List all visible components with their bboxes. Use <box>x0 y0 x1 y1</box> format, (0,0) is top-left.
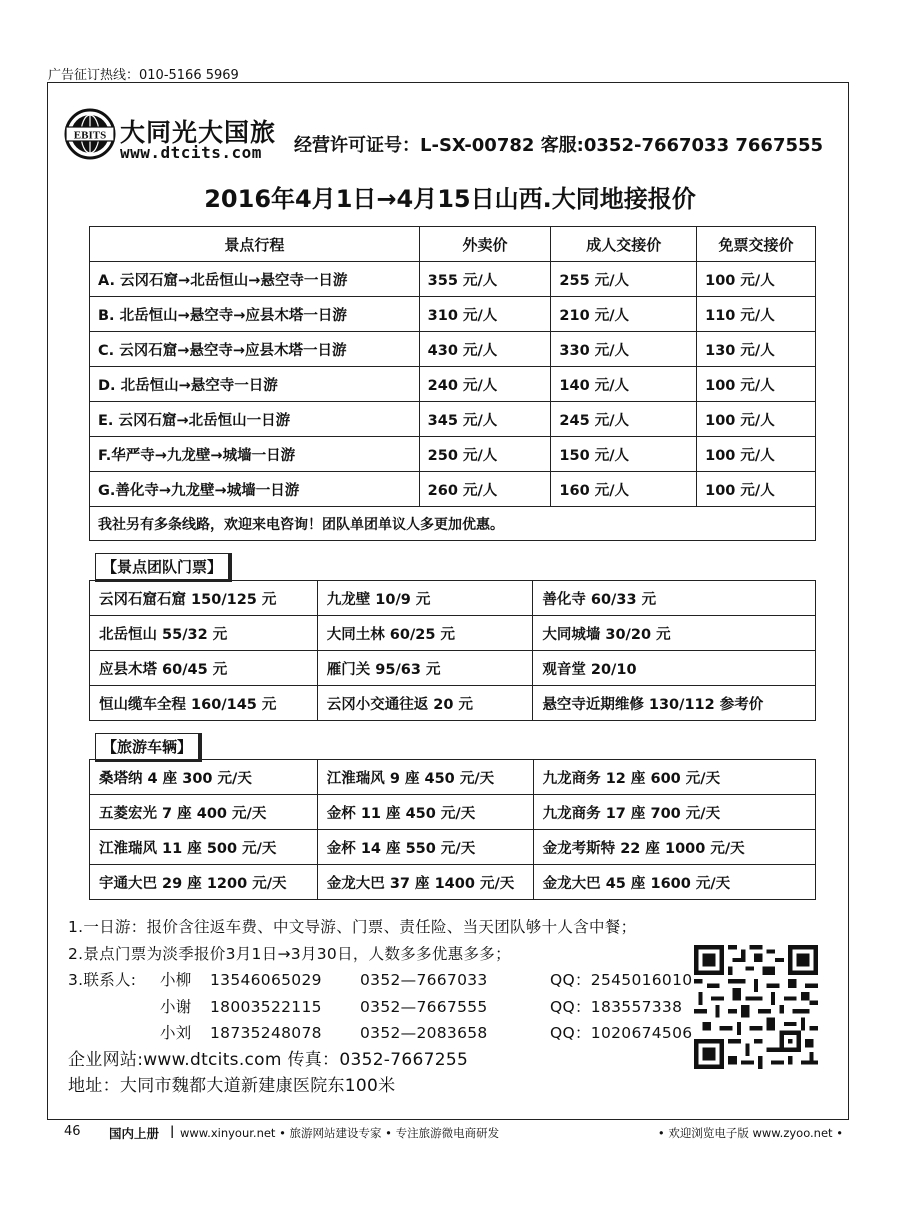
table-row <box>90 651 816 686</box>
free-cell: 100 元/人 <box>697 472 816 507</box>
contact-phone[interactable]: 0352—7667555 <box>360 997 488 1016</box>
adult-cell: 210 元/人 <box>551 297 697 332</box>
note-line-2: 2.景点门票为淡季报价3月1日→3月30日，人数多多优惠多多； <box>68 944 511 963</box>
retail-cell: 345 元/人 <box>419 402 551 437</box>
section-label-tickets: 【景点团队门票】 <box>95 553 232 582</box>
ticket-cell: 云冈小交通往返 20 元 <box>317 686 533 721</box>
table-row <box>90 332 816 367</box>
ticket-cell: 北岳恒山 55/32 元 <box>90 616 318 651</box>
contact-name: 小谢 <box>160 997 192 1016</box>
footer-right-text[interactable]: • 欢迎浏览电子版 www.zyoo.net • <box>657 1126 843 1140</box>
section-label-vehicles: 【旅游车辆】 <box>95 733 202 762</box>
free-cell: 130 元/人 <box>697 332 816 367</box>
contact-mobile[interactable]: 13546065029 <box>210 971 322 989</box>
table-row <box>90 402 816 437</box>
brand-url[interactable]: www.dtcits.com <box>120 143 262 162</box>
free-cell: 100 元/人 <box>697 402 816 437</box>
contact-mobile[interactable]: 18735248078 <box>210 1024 322 1042</box>
ticket-cell: 善化寺 60/33 元 <box>533 581 816 616</box>
address: 地址：大同市魏都大道新建康医院东100米 <box>68 1076 396 1096</box>
adult-cell: 255 元/人 <box>551 262 697 297</box>
vehicle-cell: 金龙大巴 37 座 1400 元/天 <box>317 865 533 900</box>
vehicle-price-table <box>89 759 816 900</box>
table-row <box>90 581 816 616</box>
contact-row <box>68 1020 692 1047</box>
ticket-price-table <box>89 580 816 721</box>
logo-text: EBITS <box>73 129 107 142</box>
route-cell: E. 云冈石窟→北岳恒山一日游 <box>90 402 420 437</box>
notes-section <box>68 914 692 1100</box>
website-fax[interactable]: 企业网站:www.dtcits.com 传真：0352-7667255 <box>68 1049 469 1070</box>
table-note: 我社另有多条线路，欢迎来电咨询！团队单团单议人多更加优惠。 <box>90 507 816 541</box>
table-row <box>90 795 816 830</box>
vehicle-cell: 宇通大巴 29 座 1200 元/天 <box>90 865 318 900</box>
contact-qq: QQ：2545016010 <box>550 971 693 989</box>
vehicle-cell: 金龙大巴 45 座 1600 元/天 <box>533 865 815 900</box>
route-cell: A. 云冈石窟→北岳恒山→悬空寺一日游 <box>90 262 420 297</box>
ticket-cell: 大同土林 60/25 元 <box>317 616 533 651</box>
retail-cell: 250 元/人 <box>419 437 551 472</box>
table-row <box>90 686 816 721</box>
adult-cell: 245 元/人 <box>551 402 697 437</box>
contact-row <box>68 994 692 1021</box>
book-section: 国内上册 <box>109 1126 160 1141</box>
header-adult: 成人交接价 <box>551 227 697 262</box>
contact-phone[interactable]: 0352—7667033 <box>360 971 488 989</box>
route-cell: F.华严寺→九龙壁→城墙一日游 <box>90 437 420 472</box>
ticket-cell: 大同城墙 30/20 元 <box>533 616 816 651</box>
retail-cell: 355 元/人 <box>419 262 551 297</box>
page-title: 2016年4月1日→4月15日山西.大同地接报价 <box>204 185 696 213</box>
contact-phone[interactable]: 0352—2083658 <box>360 1024 488 1042</box>
note-line-1: 1.一日游：报价含往返车费、中文导游、门票、责任险、当天团队够十人含中餐； <box>68 918 637 936</box>
vehicle-cell: 九龙商务 12 座 600 元/天 <box>533 760 815 795</box>
license-and-service: 经营许可证号：L-SX-00782 客服:0352-7667033 7667555 <box>294 135 824 156</box>
retail-cell: 430 元/人 <box>419 332 551 367</box>
table-row <box>90 367 816 402</box>
table-row <box>90 830 816 865</box>
table-header-row <box>90 227 816 262</box>
table-note-row <box>90 507 816 541</box>
contact-qq: QQ：1020674506 <box>550 1024 693 1042</box>
adult-cell: 160 元/人 <box>551 472 697 507</box>
ticket-cell: 观音堂 20/10 <box>533 651 816 686</box>
table-row <box>90 616 816 651</box>
tour-price-table <box>89 226 816 541</box>
header-free: 免票交接价 <box>697 227 816 262</box>
contact-label: 3.联系人: <box>68 971 137 989</box>
contact-mobile[interactable]: 18003522115 <box>210 997 322 1016</box>
table-row <box>90 760 816 795</box>
free-cell: 100 元/人 <box>697 367 816 402</box>
page-number: 46 <box>64 1124 81 1139</box>
page-footer <box>47 1124 849 1144</box>
vehicle-cell: 江淮瑞风 11 座 500 元/天 <box>90 830 318 865</box>
header-retail: 外卖价 <box>419 227 551 262</box>
contact-name: 小柳 <box>160 971 192 989</box>
adult-cell: 330 元/人 <box>551 332 697 367</box>
vehicle-cell: 金杯 11 座 450 元/天 <box>317 795 533 830</box>
ticket-cell: 云冈石窟石窟 150/125 元 <box>90 581 318 616</box>
ticket-cell: 九龙壁 10/9 元 <box>317 581 533 616</box>
free-cell: 100 元/人 <box>697 262 816 297</box>
ticket-cell: 恒山缆车全程 160/145 元 <box>90 686 318 721</box>
contact-qq: QQ：183557338 <box>550 997 683 1016</box>
footer-divider: | <box>170 1124 175 1138</box>
vehicle-cell: 金龙考斯特 22 座 1000 元/天 <box>533 830 815 865</box>
retail-cell: 310 元/人 <box>419 297 551 332</box>
table-row <box>90 865 816 900</box>
ad-hotline: 广告征订热线：010-5166 5969 <box>48 68 239 83</box>
retail-cell: 240 元/人 <box>419 367 551 402</box>
ticket-cell: 雁门关 95/63 元 <box>317 651 533 686</box>
adult-cell: 150 元/人 <box>551 437 697 472</box>
vehicle-cell: 五菱宏光 7 座 400 元/天 <box>90 795 318 830</box>
ebits-logo-icon <box>64 108 116 160</box>
brand-name: 大同光大国旅 <box>120 118 277 147</box>
adult-cell: 140 元/人 <box>551 367 697 402</box>
header-route: 景点行程 <box>90 227 420 262</box>
route-cell: C. 云冈石窟→悬空寺→应县木塔一日游 <box>90 332 420 367</box>
free-cell: 110 元/人 <box>697 297 816 332</box>
vehicle-cell: 江淮瑞风 9 座 450 元/天 <box>317 760 533 795</box>
table-row <box>90 472 816 507</box>
footer-left-text[interactable]: www.xinyour.net • 旅游网站建设专家 • 专注旅游微电商研发 <box>180 1126 500 1140</box>
contact-row <box>68 967 692 994</box>
vehicle-cell: 九龙商务 17 座 700 元/天 <box>533 795 815 830</box>
ticket-cell: 悬空寺近期维修 130/112 参考价 <box>533 686 816 721</box>
ticket-cell: 应县木塔 60/45 元 <box>90 651 318 686</box>
table-row <box>90 262 816 297</box>
vehicle-cell: 桑塔纳 4 座 300 元/天 <box>90 760 318 795</box>
table-row <box>90 437 816 472</box>
contact-name: 小刘 <box>160 1024 192 1042</box>
route-cell: B. 北岳恒山→悬空寺→应县木塔一日游 <box>90 297 420 332</box>
retail-cell: 260 元/人 <box>419 472 551 507</box>
vehicle-cell: 金杯 14 座 550 元/天 <box>317 830 533 865</box>
free-cell: 100 元/人 <box>697 437 816 472</box>
route-cell: G.善化寺→九龙壁→城墙一日游 <box>90 472 420 507</box>
table-row <box>90 297 816 332</box>
qr-code-icon[interactable] <box>694 945 818 1069</box>
route-cell: D. 北岳恒山→悬空寺一日游 <box>90 367 420 402</box>
